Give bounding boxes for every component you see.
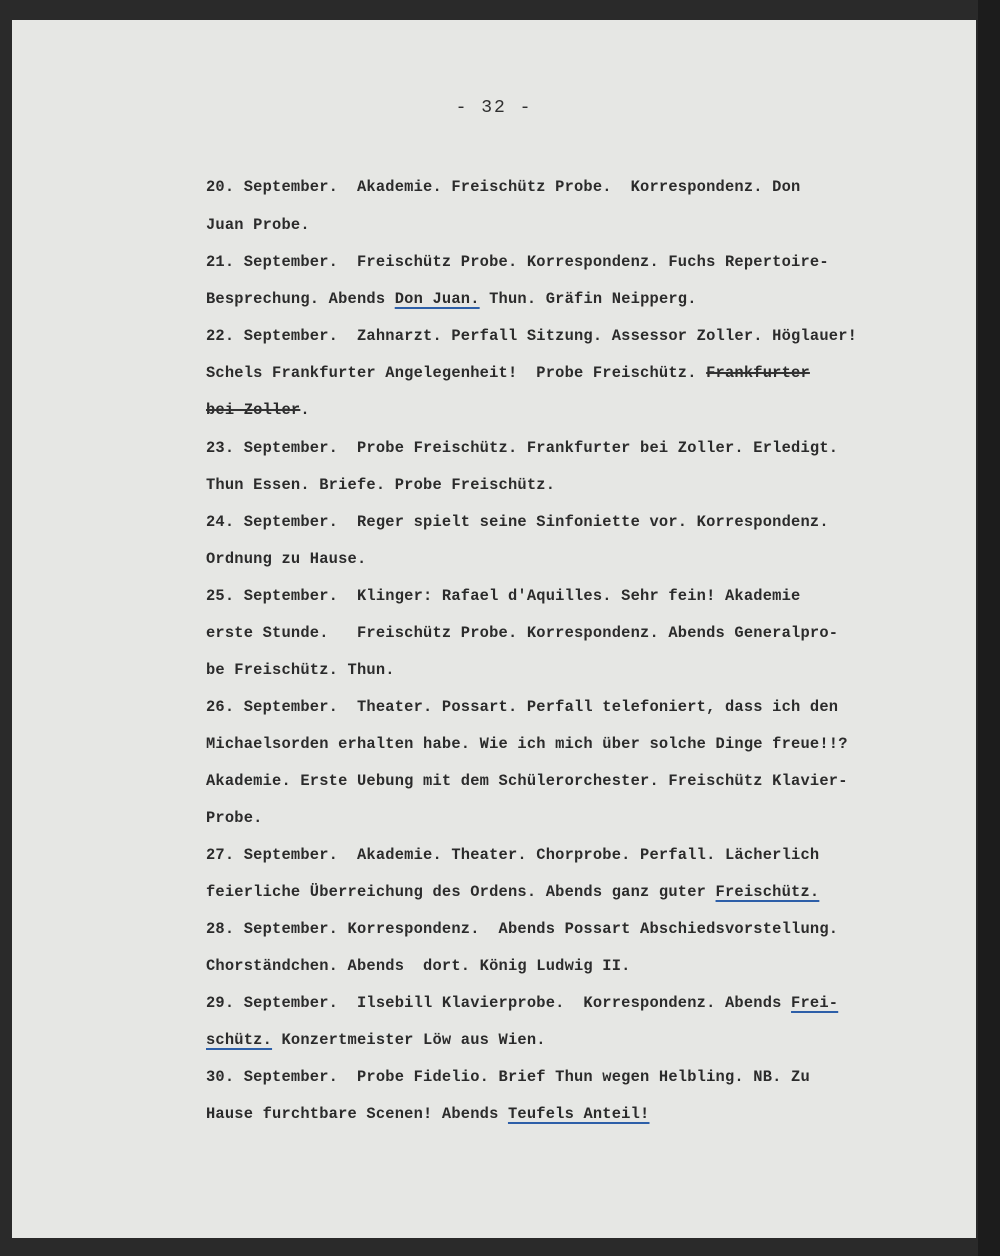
text-line xyxy=(206,550,366,568)
text-line xyxy=(206,364,810,382)
text-line xyxy=(206,994,838,1012)
text-line xyxy=(206,178,800,196)
text-segment: . xyxy=(300,401,310,419)
text-line xyxy=(206,513,829,531)
text-segment: 27. September. Akademie. Theater. Chorprobe. Perfall. Lächerlich xyxy=(206,846,820,864)
underlined-title: Teufels Anteil! xyxy=(507,1105,650,1123)
underlined-title: Freischütz. xyxy=(715,883,820,901)
text-line xyxy=(206,327,857,345)
text-line xyxy=(206,1031,546,1049)
text-segment: Schels Frankfurter Angelegenheit! Probe Freischütz. xyxy=(206,364,707,382)
text-line xyxy=(206,735,848,753)
text-segment: 25. September. Klinger: Rafael d'Aquilles. Sehr fein! Akademie xyxy=(206,587,801,605)
text-segment: Thun. Gräfin Neipperg. xyxy=(479,290,697,308)
text-line xyxy=(206,957,631,975)
text-line xyxy=(206,1105,650,1123)
underlined-title: Don Juan. xyxy=(394,290,480,308)
text-line xyxy=(206,846,819,864)
page-number: - 32 - xyxy=(455,98,533,118)
text-line xyxy=(206,661,395,679)
text-segment: Besprechung. Abends xyxy=(206,290,395,308)
text-segment: 28. September. Korrespondenz. Abends Possart Abschiedsvorstellung. xyxy=(206,920,839,938)
text-segment: 24. September. Reger spielt seine Sinfoniette vor. Korrespondenz. xyxy=(206,513,829,531)
text-segment: Thun Essen. Briefe. Probe Freischütz. xyxy=(206,476,556,494)
underlined-title: Frei- xyxy=(791,994,839,1012)
text-segment: erste Stunde. Freischütz Probe. Korrespondenz. Abends Generalpro- xyxy=(206,624,839,642)
text-line xyxy=(206,698,838,716)
text-line xyxy=(206,401,310,419)
text-segment: 22. September. Zahnarzt. Perfall Sitzung. Assessor Zoller. Höglauer! xyxy=(206,327,858,345)
text-segment: 21. September. Freischütz Probe. Korrespondenz. Fuchs Repertoire- xyxy=(206,253,829,271)
text-line xyxy=(206,439,838,457)
text-segment: Michaelsorden erhalten habe. Wie ich mich über solche Dinge freue!!? xyxy=(206,735,848,753)
text-line xyxy=(206,920,838,938)
text-segment: 29. September. Ilsebill Klavierprobe. Korrespondenz. Abends xyxy=(206,994,792,1012)
text-segment: Probe. xyxy=(206,809,263,827)
text-line xyxy=(206,883,819,901)
struck-text: bei Zoller xyxy=(206,401,301,419)
text-line xyxy=(206,772,848,790)
text-segment: 26. September. Theater. Possart. Perfall telefoniert, dass ich den xyxy=(206,698,839,716)
text-line xyxy=(206,216,310,234)
text-segment: Konzertmeister Löw aus Wien. xyxy=(272,1031,546,1049)
text-segment: Chorständchen. Abends dort. König Ludwig II. xyxy=(206,957,631,975)
struck-text: Frankfurter xyxy=(706,364,810,382)
text-line xyxy=(206,253,829,271)
text-segment: 30. September. Probe Fidelio. Brief Thun wegen Helbling. NB. Zu xyxy=(206,1068,810,1086)
text-line xyxy=(206,1068,810,1086)
text-segment: 23. September. Probe Freischütz. Frankfurter bei Zoller. Erledigt. xyxy=(206,439,839,457)
text-segment: feierliche Überreichung des Ordens. Abends ganz guter xyxy=(206,883,716,901)
text-line xyxy=(206,624,838,642)
text-segment: Ordnung zu Hause. xyxy=(206,550,367,568)
text-segment: 20. September. Akademie. Freischütz Probe. Korrespondenz. Don xyxy=(206,178,801,196)
scan-background-strip xyxy=(978,0,1000,1256)
text-line xyxy=(206,290,697,308)
text-line xyxy=(206,587,800,605)
text-segment: Hause furchtbare Scenen! Abends xyxy=(206,1105,508,1123)
text-line xyxy=(206,476,555,494)
text-line xyxy=(206,809,263,827)
text-segment: Akademie. Erste Uebung mit dem Schülerorchester. Freischütz Klavier- xyxy=(206,772,848,790)
text-segment: be Freischütz. Thun. xyxy=(206,661,395,679)
underlined-title: schütz. xyxy=(206,1031,273,1049)
document-page xyxy=(12,20,976,1238)
text-segment: Juan Probe. xyxy=(206,216,310,234)
